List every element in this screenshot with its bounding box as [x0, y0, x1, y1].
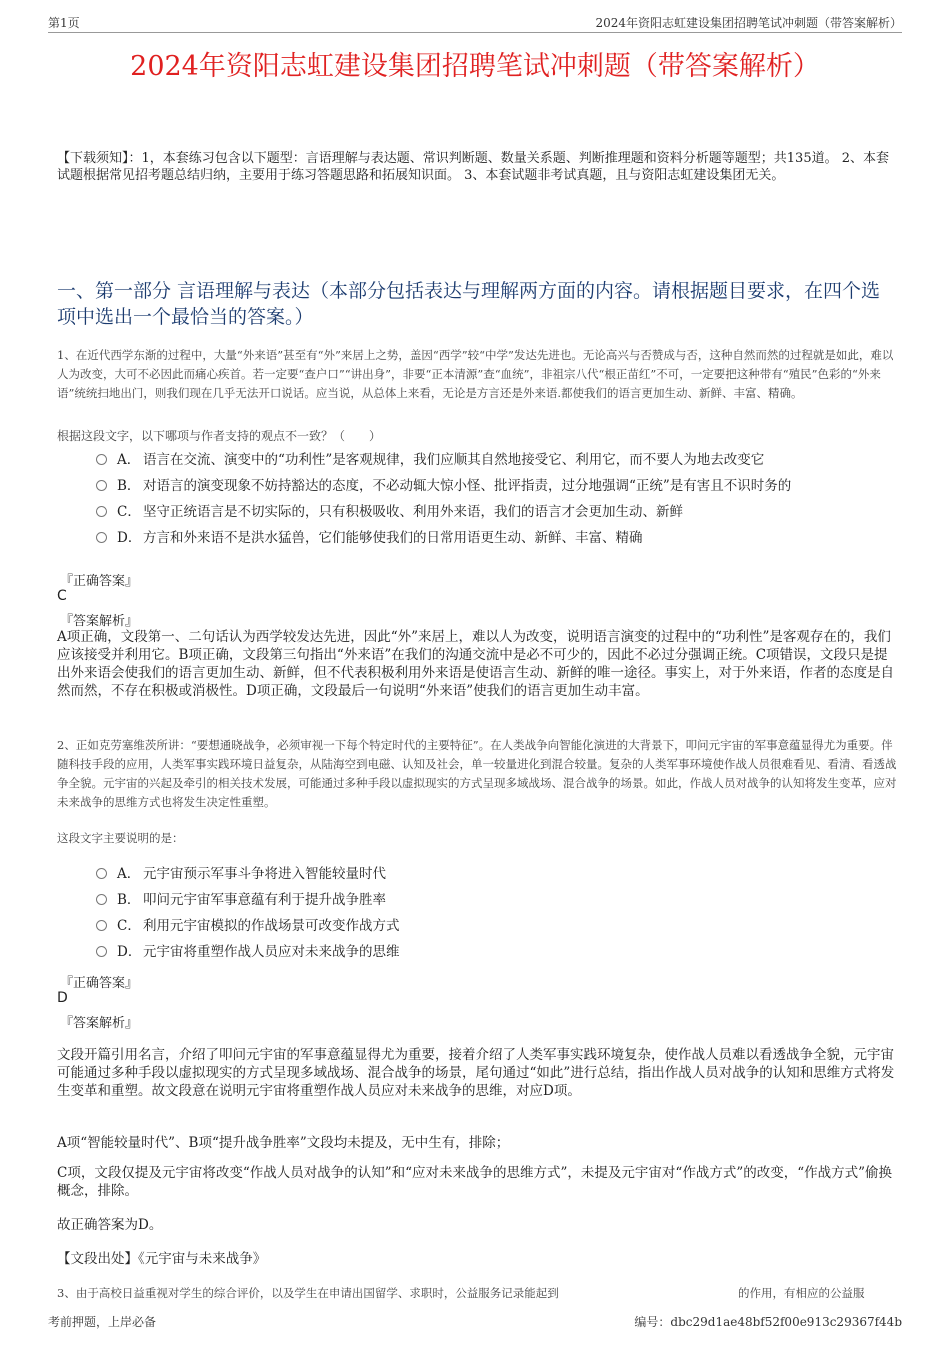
radio-icon[interactable] — [96, 946, 107, 957]
q2-answer: D — [57, 990, 68, 1006]
radio-icon[interactable] — [96, 506, 107, 517]
q1-analysis-label: 『答案解析』 — [60, 614, 139, 629]
q2-option-a[interactable]: A． 元宇宙预示军事斗争将进入智能较量时代 — [96, 864, 896, 884]
q2-question: 这段文字主要说明的是： — [57, 831, 184, 845]
section-title: 一、第一部分 言语理解与表达（本部分包括表达与理解两方面的内容。请根据题目要求，在四个选项中选出一个最恰当的答案。） — [57, 280, 881, 328]
download-notice: 【下载须知】：1，本套练习包含以下题型：言语理解与表达题、常识判断题、数量关系题、判断推理题和资料分析题等题型；共135道。 2、本套试题根据常见招考题总结归纳，主要用于练习答题思路和拓展知识面。 3、本套试题非考试真题，且与资阳志虹建设集团无关。 — [57, 151, 889, 183]
radio-icon[interactable] — [96, 868, 107, 879]
q2-option-c[interactable]: C． 利用元宇宙模拟的作战场景可改变作战方式 — [96, 916, 896, 936]
q2-option-d[interactable]: D． 元宇宙将重塑作战人员应对未来战争的思维 — [96, 942, 896, 962]
radio-icon[interactable] — [96, 920, 107, 931]
q2-option-b[interactable]: B． 叩问元宇宙军事意蕴有利于提升战争胜率 — [96, 890, 896, 910]
q1-answer: C — [57, 588, 67, 604]
page-title: 2024年资阳志虹建设集团招聘笔试冲刺题（带答案解析） — [130, 51, 820, 82]
q1-question: 根据这段文字，以下哪项与作者支持的观点不一致？（ ） — [57, 429, 382, 443]
q1-option-b[interactable]: B． 对语言的演变现象不妨持豁达的态度，不必动辄大惊小怪、批评指责，过分地强调“正统”是有害且不识时务的 — [96, 476, 896, 496]
q1-analysis: A项正确，文段第一、二句话认为西学较发达先进，因此“外”来居上，难以人为改变，说明语言演变的过程中的“功利性”是客观存在的，我们应该接受并利用它。B项正确，文段第三句指出“外来语”在我们的沟通交流中是必不可少的，因此不必过分强调正统。C项错误，文段只是提出外来语会使我们的语言更加生动、新鲜，但不代表积极利用外来语是使语言生动、新鲜的唯一途径。事实上，对于外来语，作者的态度是自然而然，不存在积极或消极性。D项正确，文段最后一句说明“外来语”使我们的语言更加生动丰富。 — [57, 629, 894, 699]
header-divider — [48, 32, 902, 33]
q2-answer-label: 『正确答案』 — [60, 976, 139, 991]
q3-passage-left: 3、由于高校日益重视对学生的综合评价，以及学生在申请出国留学、求职时，公益服务记录能起到 — [57, 1286, 559, 1300]
radio-icon[interactable] — [96, 532, 107, 543]
footer-doc-id: 编号：dbc29d1ae48bf52f00e913c29367f44b — [634, 1315, 902, 1329]
q2-analysis-paragraph: A项“智能较量时代”、B项“提升战争胜率”文段均未提及，无中生有，排除； — [57, 1135, 510, 1151]
radio-icon[interactable] — [96, 894, 107, 905]
q1-option-c[interactable]: C． 坚守正统语言是不切实际的，只有积极吸收、利用外来语，我们的语言才会更加生动、新鲜 — [96, 502, 896, 522]
q1-passage: 1、在近代西学东渐的过程中，大量“外来语”甚至有“外”来居上之势，盖因“西学”较“中学”发达先进也。无论高兴与否赞成与否，这种自然而然的过程就是如此，难以人为改变，大可不必因此而痛心疾首。若一定要“查户口”“讲出身”，非要“正本清源”查“血统”，非祖宗八代“根正苗红”不可，一定要把这种带有“殖民”色彩的“外来语”统统扫地出门，则我们现在几乎无法开口说话。应当说，从总体上来看，无论是方言还是外来语.都使我们的语言更加生动、新鲜、丰富、精确。 — [57, 348, 894, 400]
q1-option-d[interactable]: D． 方言和外来语不是洪水猛兽，它们能够使我们的日常用语更生动、新鲜、丰富、精确 — [96, 528, 896, 548]
q2-analysis-paragraph: 故正确答案为D。 — [57, 1217, 163, 1233]
page-number: 第1页 — [48, 16, 80, 30]
q2-source: 【文段出处】《元宇宙与未来战争》 — [57, 1251, 267, 1267]
q1-answer-label: 『正确答案』 — [60, 574, 139, 589]
radio-icon[interactable] — [96, 480, 107, 491]
q2-passage: 2、正如克劳塞维茨所讲：“要想通晓战争，必须审视一下每个特定时代的主要特征”。在人类战争向智能化演进的大背景下，叩问元宇宙的军事意蕴显得尤为重要。伴随科技手段的应用，人类军事实践环境日益复杂，从陆海空到电磁、认知及社会，单一较量进化到混合较量。复杂的人类军事环境使作战人员很难看见、看清、看透战争全貌。元宇宙的兴起及牵引的相关技术发展，可能通过多种手段以虚拟现实的方式呈现多域战场、混合战争的场景。如此，作战人员对战争的认知将发生变革，应对未来战争的思维方式也将发生决定性重塑。 — [57, 738, 897, 809]
q1-option-a[interactable]: A． 语言在交流、演变中的“功利性”是客观规律，我们应顺其自然地接受它、利用它，而不要人为地去改变它 — [96, 450, 896, 470]
q2-analysis-paragraph: 文段开篇引用名言，介绍了叩问元宇宙的军事意蕴显得尤为重要，接着介绍了人类军事实践环境复杂，使作战人员难以看透战争全貌，元宇宙可能通过多种手段以虚拟现实的方式呈现多域战场、混合战争的场景，尾句通过“如此”进行总结，指出作战人员对战争的认知和思维方式将发生变革和重塑。故文段意在说明元宇宙将重塑作战人员应对未来战争的思维，对应D项。 — [57, 1047, 895, 1099]
q3-passage-right: 的作用，有相应的公益服 — [738, 1286, 865, 1300]
header-doc-title: 2024年资阳志虹建设集团招聘笔试冲刺题（带答案解析） — [595, 16, 902, 30]
footer-slogan: 考前押题，上岸必备 — [48, 1315, 157, 1329]
radio-icon[interactable] — [96, 454, 107, 465]
q2-analysis-paragraph: C项，文段仅提及元宇宙将改变“作战人员对战争的认知”和“应对未来战争的思维方式”，未提及元宇宙对“作战方式”的改变，“作战方式”偷换概念，排除。 — [57, 1165, 893, 1199]
q2-analysis-label: 『答案解析』 — [60, 1016, 139, 1031]
